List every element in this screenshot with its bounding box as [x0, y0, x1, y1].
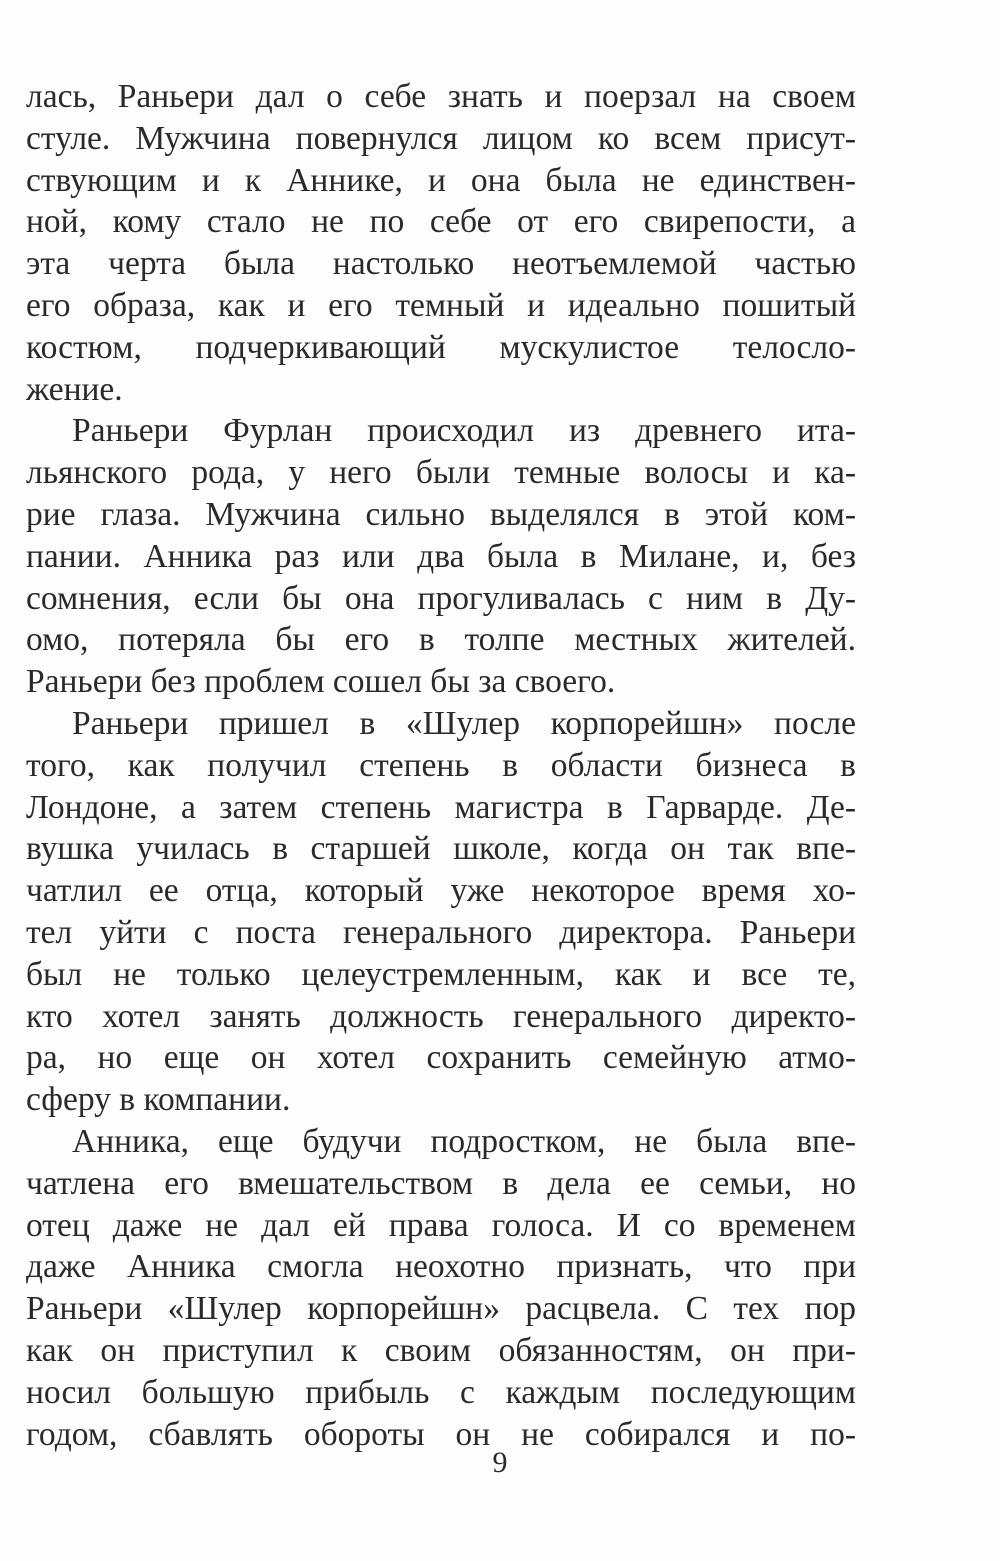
text-line: льянского рода, у него были темные волосы и ка-	[26, 454, 856, 492]
text-line: его образа, как и его темный и идеально пошитый	[26, 286, 856, 324]
text-line: ра, но еще он хотел сохранить семейную атмо-	[26, 1039, 856, 1077]
text-line: отец даже не дал ей права голоса. И со временем	[26, 1206, 856, 1244]
text-line: пании. Анника раз или два была в Милане, и, без	[26, 537, 856, 575]
text-line: тел уйти с поста генерального директора. Раньери	[26, 913, 856, 951]
text-line: вушка училась в старшей школе, когда он так впе-	[26, 830, 856, 868]
text-line: Раньери без проблем сошел бы за своего.	[26, 663, 616, 701]
text-line: ствующим и к Аннике, и она была не единствен-	[26, 161, 856, 199]
text-line: лась, Раньери дал о себе знать и поерзал на своем	[26, 78, 856, 115]
body-text	[26, 76, 856, 1455]
text-line: сомнения, если бы она прогуливалась с ним в Ду-	[26, 579, 856, 617]
text-line: как он приступил к своим обязанностям, он при-	[26, 1331, 856, 1369]
text-line: того, как получил степень в области бизнеса в	[26, 746, 856, 784]
text-line: чатлена его вмешательством в дела ее семьи, но	[26, 1164, 856, 1202]
text-line: Раньери Фурлан происходил из древнего ита-	[72, 412, 856, 450]
text-line: был не только целеустремленным, как и все те,	[26, 955, 856, 993]
text-line: Лондоне, а затем степень магистра в Гарварде. Де-	[26, 788, 856, 826]
text-line: годом, сбавлять обороты он не собирался и по-	[26, 1415, 856, 1453]
text-line: сферу в компании.	[26, 1081, 291, 1119]
text-line: рие глаза. Мужчина сильно выделялся в этой ком-	[26, 495, 856, 533]
text-line: носил большую прибыль с каждым последующим	[26, 1373, 856, 1411]
text-line: эта черта была настолько неотъемлемой частью	[26, 245, 856, 283]
text-line: Анника, еще будучи подростком, не была впе-	[72, 1122, 856, 1160]
text-line: даже Анника смогла неохотно признать, что при	[26, 1248, 856, 1286]
text-line: чатлил ее отца, который уже некоторое время хо-	[26, 872, 856, 910]
text-line: Раньери «Шулер корпорейшн» расцвела. С тех пор	[26, 1290, 856, 1328]
text-line: ной, кому стало не по себе от его свирепости, а	[26, 203, 856, 241]
text-line: Раньери пришел в «Шулер корпорейшн» после	[72, 704, 856, 742]
text-line: омо, потеряла бы его в толпе местных жителей.	[26, 621, 856, 659]
page-number: 9	[492, 1446, 508, 1479]
text-line: кто хотел занять должность генерального директо-	[26, 997, 856, 1035]
text-line: костюм, подчеркивающий мускулистое телосло-	[26, 328, 856, 366]
text-line: жение.	[26, 370, 123, 408]
text-line: стуле. Мужчина повернулся лицом ко всем присут-	[26, 119, 856, 157]
